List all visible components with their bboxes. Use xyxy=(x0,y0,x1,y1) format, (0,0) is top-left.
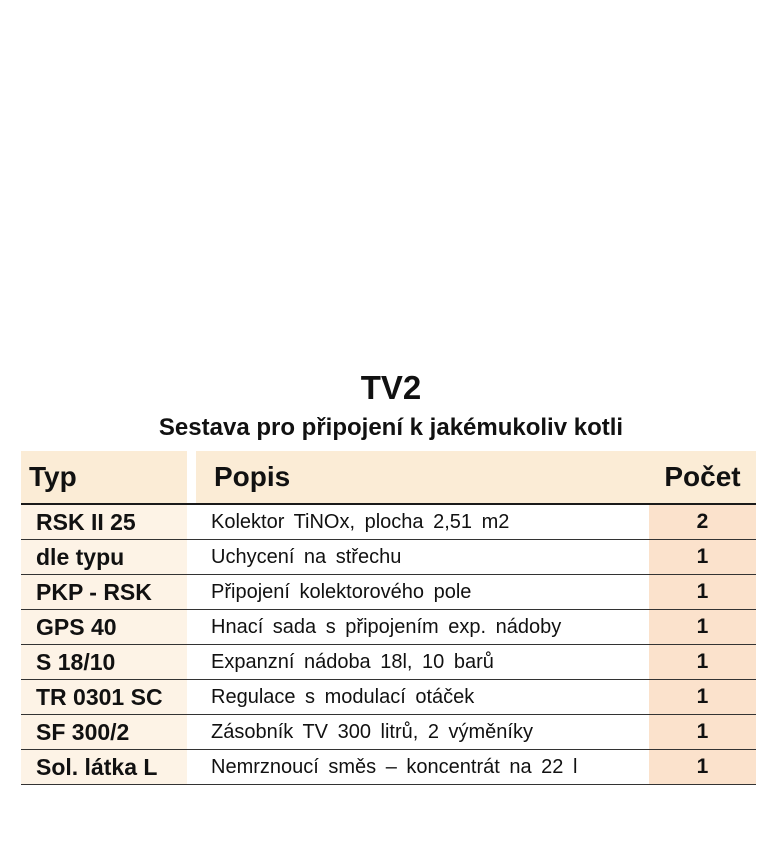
cell-typ: RSK II 25 xyxy=(21,505,187,539)
column-header-popis: Popis xyxy=(196,451,649,503)
cell-pocet: 2 xyxy=(649,505,756,539)
cell-typ: S 18/10 xyxy=(21,645,187,679)
cell-typ: GPS 40 xyxy=(21,610,187,644)
column-header-pocet: Počet xyxy=(649,451,756,503)
cell-pocet: 1 xyxy=(649,645,756,679)
table-row xyxy=(21,610,756,645)
cell-pocet: 1 xyxy=(649,750,756,784)
page-title: TV2 xyxy=(360,369,422,406)
cell-pocet: 1 xyxy=(649,540,756,574)
cell-typ: dle typu xyxy=(21,540,187,574)
cell-typ: Sol. látka L xyxy=(21,750,187,784)
cell-popis: Uchycení na střechu xyxy=(211,546,402,568)
cell-typ: SF 300/2 xyxy=(21,715,187,749)
cell-popis: Kolektor TiNOx, plocha 2,51 m2 xyxy=(211,511,510,533)
table-row xyxy=(21,645,756,680)
cell-pocet: 1 xyxy=(649,715,756,749)
table-row xyxy=(21,540,756,575)
column-header-typ: Typ xyxy=(21,451,187,503)
page-subtitle: Sestava pro připojení k jakémukoliv kotli xyxy=(158,414,624,441)
cell-pocet: 1 xyxy=(649,680,756,714)
cell-pocet: 1 xyxy=(649,610,756,644)
cell-typ: TR 0301 SC xyxy=(21,680,187,714)
components-table xyxy=(21,451,756,785)
cell-popis: Připojení kolektorového pole xyxy=(211,581,472,603)
table-row xyxy=(21,575,756,610)
cell-popis: Expanzní nádoba 18l, 10 barů xyxy=(211,651,494,673)
table-row xyxy=(21,680,756,715)
table-row xyxy=(21,750,756,785)
cell-popis: Zásobník TV 300 litrů, 2 výměníky xyxy=(211,721,533,743)
cell-typ: PKP - RSK xyxy=(21,575,187,609)
cell-popis: Nemrznoucí směs – koncentrát na 22 l xyxy=(211,756,578,778)
cell-pocet: 1 xyxy=(649,575,756,609)
table-row xyxy=(21,715,756,750)
cell-popis: Hnací sada s připojením exp. nádoby xyxy=(211,616,562,638)
table-row xyxy=(21,505,756,540)
cell-popis: Regulace s modulací otáček xyxy=(211,686,475,708)
table-header-row xyxy=(21,451,756,505)
